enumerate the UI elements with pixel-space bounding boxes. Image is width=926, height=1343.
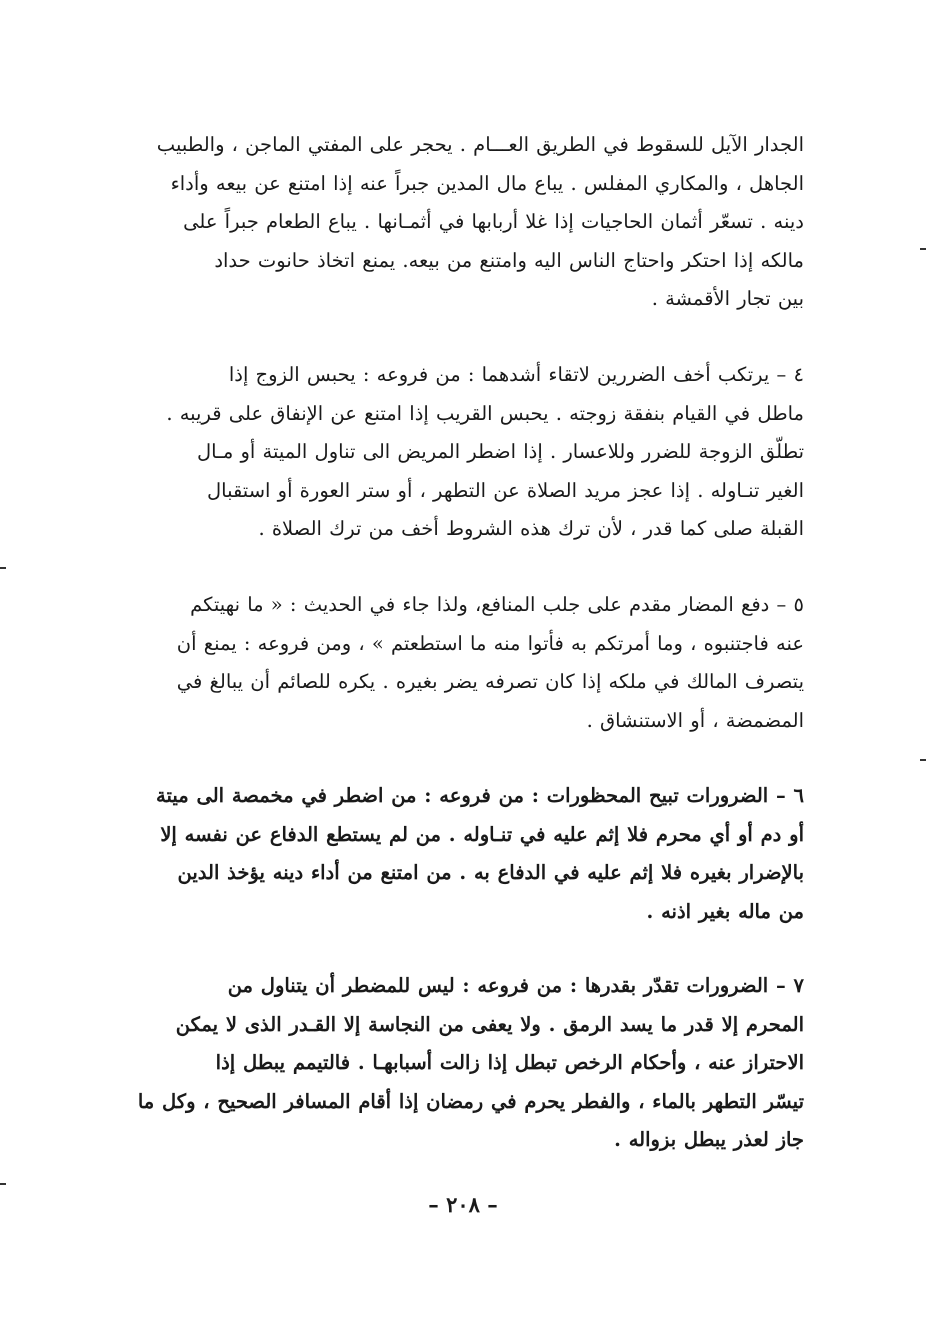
paragraph-rule-4 (124, 356, 804, 549)
text-line: أو دم أو أي محرم فلا إثم عليه في تنـاوله . من لم يستطع الدفاع عن نفسه إلا (160, 822, 804, 846)
text-line: دينه . تسعّر أثمان الحاجيات إذا غلا أربابها في أثمـانها . يباع الطعام جبراً على (183, 210, 804, 233)
text-line: المحرم إلا قدر ما يسد الرمق . ولا يعفى من النجاسة إلا القـدر الذى لا يمكن (175, 1012, 804, 1036)
text-line: بالإضرار بغيره فلا إثم عليه في الدفاع به . من امتنع من أداء دينه يؤخذ الدين (177, 861, 804, 884)
text-line: تيسّر التطهر بالماء ، والفطر يحرم في رمضان إذا أقام المسافر الصحيح ، وكل ما (137, 1089, 804, 1113)
paragraph-rule-6 (124, 777, 804, 931)
text-line: ماطل في القيام بنفقة زوجته . يحبس القريب إذا امتنع عن الإنفاق على قريبه . (166, 401, 804, 425)
text-line: عنه فاجتنبوه ، وما أمرتكم به فأتوا منه ما استطعتم » ، ومن فروعه : يمنع أن (176, 631, 804, 655)
text-line: الغير تنـاوله . إذا عجز مريد الصلاة عن التطهر ، أو ستر العورة أو استقبال (206, 478, 804, 502)
text-line: ٧ – الضرورات تقدّر بقدرها : من فروعه : ليس للمضطر أن يتناول من (227, 974, 804, 997)
text-line: الاحتراز عنه ، وأحكام الرخص تبطل إذا زالت أسبابهـا . فالتيمم يبطل إذا (215, 1051, 804, 1074)
text-line: جاز لعذر يبطل بزواله . (614, 1128, 804, 1151)
text-line: الجدار الآيل للسقوط في الطريق العـــام . يحجر على المفتي الماجن ، والطبيب (156, 133, 804, 156)
text-line: ٥ – دفع المضار مقدم على جلب المنافع، ولذا جاء في الحديث : « ما نهيتكم (190, 593, 804, 616)
text-line: بين تجار الأقمشة . (651, 287, 804, 310)
scan-edge-mark (920, 248, 926, 250)
scan-edge-mark (920, 759, 926, 761)
text-line: تطلّق الزوجة للضرر وللاعسار . إذا اضطر المريض الى تناول الميتة أو مـال (197, 440, 804, 463)
page-number: – ٢٠٨ – (428, 1192, 498, 1217)
text-line: المضمضة ، أو الاستنشاق . (586, 708, 804, 732)
text-line: يتصرف المالك في ملكه إذا كان تصرفه يضر بغيره . يكره للصائم أن يبالغ في (176, 670, 804, 693)
text-line: ٦ – الضرورات تبيح المحظورات : من فروعه : من اضطر في مخمصة الى ميتة (156, 784, 804, 807)
text-line: القبلة صلى كما قدر ، لأن ترك هذه الشروط أخف من ترك الصلاة . (258, 517, 804, 540)
paragraph-continuation (124, 126, 804, 319)
scan-edge-mark (0, 1183, 6, 1185)
text-line: الجاهل ، والمكاري المفلس . يباع مال المدين جبراً عنه إذا امتنع عن بيعه وأداء (170, 171, 804, 195)
text-line: ٤ – يرتكب أخف الضررين لاتقاء أشدهما : من فروعه : يحبس الزوج إذا (228, 363, 804, 386)
paragraph-rule-5 (124, 586, 804, 740)
paragraph-rule-7 (124, 967, 804, 1160)
scan-edge-mark (0, 567, 6, 569)
text-line: مالكه إذا احتكر واحتاج الناس اليه وامتنع من بيعه. يمنع اتخاذ حانوت حداد (214, 248, 804, 272)
text-line: من ماله بغير اذنه . (646, 899, 804, 923)
